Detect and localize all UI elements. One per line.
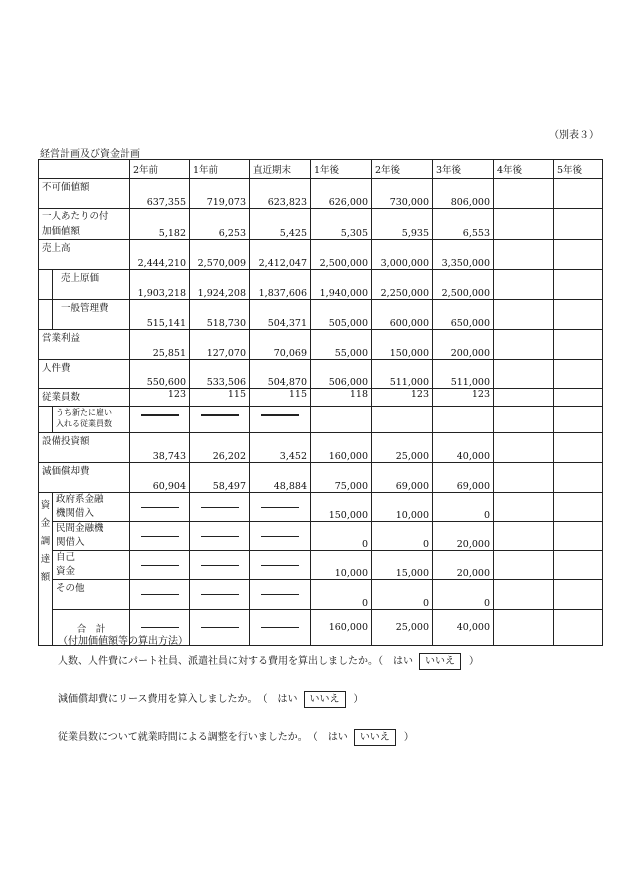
table-cell [554, 407, 603, 433]
column-header: 1年後 [311, 160, 372, 179]
table-cell [494, 300, 554, 330]
question-text: 人数、人件費にパート社員、派遣社員に対する費用を算出しましたか。（ [58, 656, 383, 667]
table-cell: 15,000 [372, 551, 433, 580]
table-row [39, 463, 603, 493]
table-cell [130, 580, 190, 610]
dash-mark [141, 627, 179, 628]
table-cell: 3,350,000 [433, 240, 494, 270]
table-cell: 2,500,000 [311, 240, 372, 270]
dash-mark [261, 594, 299, 595]
table-cell: 5,935 [372, 209, 433, 240]
table-cell: 55,000 [311, 330, 372, 360]
table-cell: 40,000 [433, 433, 494, 463]
table-cell: 1,903,218 [130, 270, 190, 300]
table-cell: 69,000 [372, 463, 433, 493]
column-header: 直近期末 [250, 160, 311, 179]
table-cell: 10,000 [311, 551, 372, 580]
table-cell: 637,355 [130, 179, 190, 209]
table-cell [494, 407, 554, 433]
vertical-char: 資 [40, 500, 51, 511]
table-cell: 127,070 [190, 330, 250, 360]
table-cell: 719,073 [190, 179, 250, 209]
vertical-char: 額 [40, 572, 51, 583]
table-cell: 506,000 [311, 360, 372, 389]
table-cell: 69,000 [433, 463, 494, 493]
table-cell [554, 330, 603, 360]
table-row [39, 551, 603, 580]
table-cell: 10,000 [372, 493, 433, 522]
table-row [39, 433, 603, 463]
table-cell: 730,000 [372, 179, 433, 209]
table-cell: 25,000 [372, 610, 433, 646]
annex-label: （別表３） [549, 130, 599, 141]
table-cell: 20,000 [433, 551, 494, 580]
table-cell [250, 551, 311, 580]
table-cell [554, 493, 603, 522]
dash-mark [201, 414, 239, 416]
table-cell: 2,412,047 [250, 240, 311, 270]
table-cell: 0 [372, 580, 433, 610]
dash-mark [261, 627, 299, 628]
table-cell: 70,069 [250, 330, 311, 360]
dash-mark [201, 565, 239, 566]
table-cell [130, 522, 190, 551]
question-work-hours [58, 728, 414, 743]
table-cell: 26,202 [190, 433, 250, 463]
table-cell [554, 463, 603, 493]
row-label: 減価償却費 [39, 463, 130, 493]
answer-yes[interactable]: はい [327, 732, 348, 743]
question-lease [58, 690, 364, 705]
indent-cell [39, 300, 53, 330]
table-cell: 118 [311, 389, 372, 407]
column-header: 2年前 [130, 160, 190, 179]
table-cell: 48,884 [250, 463, 311, 493]
table-row [39, 407, 603, 433]
table-cell [494, 330, 554, 360]
row-label: 人件費 [39, 360, 130, 389]
question-part-time [58, 652, 479, 667]
table-row [39, 522, 603, 551]
table-row [39, 580, 603, 610]
answer-yes[interactable]: はい [277, 694, 298, 705]
table-cell [554, 270, 603, 300]
dash-mark [141, 414, 179, 416]
table-cell: 2,570,009 [190, 240, 250, 270]
table-cell: 511,000 [433, 360, 494, 389]
table-cell [554, 209, 603, 240]
table-cell: 60,904 [130, 463, 190, 493]
table-cell: 806,000 [433, 179, 494, 209]
dash-mark [141, 536, 179, 537]
table-cell [190, 551, 250, 580]
table-cell: 1,940,000 [311, 270, 372, 300]
answer-no-selected[interactable]: いいえ [419, 653, 461, 670]
header-corner [39, 160, 130, 179]
dash-mark [261, 414, 299, 416]
row-label: 不可価値額 [39, 179, 130, 209]
table-row [39, 389, 603, 407]
indent-cell [39, 270, 53, 300]
table-cell [554, 433, 603, 463]
question-close: ） [353, 694, 364, 705]
table-cell: 200,000 [433, 330, 494, 360]
table-cell [554, 551, 603, 580]
table-row [39, 493, 603, 522]
question-text: 減価償却費にリース費用を算入しましたか。 （ [58, 694, 268, 705]
table-cell: 75,000 [311, 463, 372, 493]
table-cell [494, 580, 554, 610]
table-cell: 550,600 [130, 360, 190, 389]
funding-vertical-label [39, 493, 53, 646]
row-label [39, 209, 130, 240]
vertical-char: 調 [40, 536, 51, 547]
table-cell: 25,851 [130, 330, 190, 360]
table-cell: 600,000 [372, 300, 433, 330]
table-cell: 0 [311, 580, 372, 610]
row-label-line: 政府系金融 [56, 494, 104, 505]
table-cell [433, 407, 494, 433]
table-cell [494, 179, 554, 209]
row-label: 一般管理費 [53, 300, 130, 330]
table-cell [190, 522, 250, 551]
dash-mark [261, 507, 299, 508]
vertical-char: 達 [40, 554, 51, 565]
table-cell: 2,250,000 [372, 270, 433, 300]
table-cell: 1,837,606 [250, 270, 311, 300]
table-cell: 40,000 [433, 610, 494, 646]
question-close: ） [469, 656, 479, 667]
table-cell [250, 610, 311, 646]
answer-no-selected[interactable]: いいえ [354, 729, 396, 746]
indent-cell [39, 407, 53, 433]
table-cell [554, 580, 603, 610]
table-cell [494, 270, 554, 300]
row-label: 営業利益 [39, 330, 130, 360]
table-cell: 511,000 [372, 360, 433, 389]
table-cell: 115 [250, 389, 311, 407]
table-cell: 5,305 [311, 209, 372, 240]
dash-mark [201, 536, 239, 537]
dash-mark [141, 507, 179, 508]
table-cell [494, 463, 554, 493]
table-cell: 626,000 [311, 179, 372, 209]
row-label: 合 計 [53, 610, 130, 646]
table-cell: 504,371 [250, 300, 311, 330]
row-label [53, 522, 130, 551]
table-row [39, 300, 603, 330]
table-cell: 5,182 [130, 209, 190, 240]
table-cell [494, 209, 554, 240]
header-row [39, 160, 603, 179]
table-cell [190, 580, 250, 610]
table-cell: 1,924,208 [190, 270, 250, 300]
table-cell: 0 [433, 493, 494, 522]
table-cell: 533,506 [190, 360, 250, 389]
table-cell: 505,000 [311, 300, 372, 330]
table-cell: 0 [433, 580, 494, 610]
table-cell [190, 493, 250, 522]
row-label-line: 入れる従業員数 [56, 419, 112, 428]
row-label-line: 民間金融機 [56, 523, 104, 534]
dash-mark [141, 565, 179, 566]
table-cell [190, 407, 250, 433]
method-heading: （付加価値額等の算出方法） [58, 636, 188, 647]
table-cell [311, 407, 372, 433]
table-cell: 123 [372, 389, 433, 407]
table-row [39, 270, 603, 300]
table-cell: 504,870 [250, 360, 311, 389]
table-cell: 623,823 [250, 179, 311, 209]
dash-mark [261, 536, 299, 537]
dash-mark [201, 507, 239, 508]
question-text: 従業員数について就業時間による調整を行いましたか。 （ [58, 732, 318, 743]
table-cell: 2,500,000 [433, 270, 494, 300]
table-cell [494, 389, 554, 407]
plan-title: 経営計画及び資金計画 [40, 149, 140, 160]
dash-mark [201, 594, 239, 595]
row-label [53, 407, 130, 433]
table-cell: 20,000 [433, 522, 494, 551]
table-cell: 5,425 [250, 209, 311, 240]
table-row [39, 330, 603, 360]
answer-no-selected[interactable]: いいえ [304, 691, 346, 708]
column-header: 4年後 [494, 160, 554, 179]
table-cell [554, 610, 603, 646]
table-cell [494, 610, 554, 646]
column-header: 5年後 [554, 160, 603, 179]
table-cell [250, 493, 311, 522]
table-cell: 3,452 [250, 433, 311, 463]
table-cell [250, 580, 311, 610]
table-cell [554, 179, 603, 209]
column-header: 2年後 [372, 160, 433, 179]
table-cell [250, 522, 311, 551]
table-row [39, 360, 603, 389]
table-cell: 150,000 [311, 493, 372, 522]
table-cell [130, 551, 190, 580]
dash-mark [141, 594, 179, 595]
table-cell: 25,000 [372, 433, 433, 463]
table-cell: 515,141 [130, 300, 190, 330]
row-label: その他 [53, 580, 130, 610]
table-cell: 6,253 [190, 209, 250, 240]
business-plan-table [38, 159, 603, 646]
row-label-line: 一人あたりの付 [42, 211, 109, 222]
table-row [39, 209, 603, 240]
table-cell [554, 300, 603, 330]
row-label: 設備投資額 [39, 433, 130, 463]
table-cell [494, 493, 554, 522]
table-cell [372, 407, 433, 433]
row-label-line: うち新たに雇い [56, 408, 112, 417]
table-cell [554, 522, 603, 551]
table-cell: 518,730 [190, 300, 250, 330]
table-cell [494, 433, 554, 463]
row-label-line: 資金 [56, 566, 76, 577]
table-cell: 38,743 [130, 433, 190, 463]
question-close: ） [403, 732, 414, 743]
table-cell: 58,497 [190, 463, 250, 493]
table-cell [494, 360, 554, 389]
table-row [39, 240, 603, 270]
table-cell: 3,000,000 [372, 240, 433, 270]
column-header: 1年前 [190, 160, 250, 179]
row-label-line: 自己 [56, 552, 76, 563]
vertical-char: 金 [40, 518, 51, 529]
table-cell [494, 551, 554, 580]
table-cell [554, 360, 603, 389]
table-cell: 160,000 [311, 610, 372, 646]
dash-mark [261, 565, 299, 566]
row-label-line: 関借入 [56, 537, 85, 548]
table-cell: 2,444,210 [130, 240, 190, 270]
column-header: 3年後 [433, 160, 494, 179]
table-cell: 123 [130, 389, 190, 407]
table-cell: 6,553 [433, 209, 494, 240]
row-label: 売上高 [39, 240, 130, 270]
table-cell [554, 389, 603, 407]
table-cell [554, 240, 603, 270]
table-cell [130, 407, 190, 433]
table-cell [250, 407, 311, 433]
table-cell: 150,000 [372, 330, 433, 360]
table-cell: 115 [190, 389, 250, 407]
table-cell: 650,000 [433, 300, 494, 330]
table-cell: 160,000 [311, 433, 372, 463]
row-label: 従業員数 [39, 389, 130, 407]
table-cell: 0 [311, 522, 372, 551]
answer-yes[interactable]: はい [393, 656, 413, 667]
table-cell [494, 240, 554, 270]
table-cell [130, 493, 190, 522]
row-label [53, 493, 130, 522]
row-label: 売上原価 [53, 270, 130, 300]
dash-mark [201, 627, 239, 628]
row-label [53, 551, 130, 580]
table-cell: 123 [433, 389, 494, 407]
table-cell [494, 522, 554, 551]
table-cell [190, 610, 250, 646]
row-label-line: 加価値額 [42, 226, 81, 237]
row-label-line: 機関借入 [56, 508, 95, 519]
table-cell: 0 [372, 522, 433, 551]
table-row [39, 179, 603, 209]
